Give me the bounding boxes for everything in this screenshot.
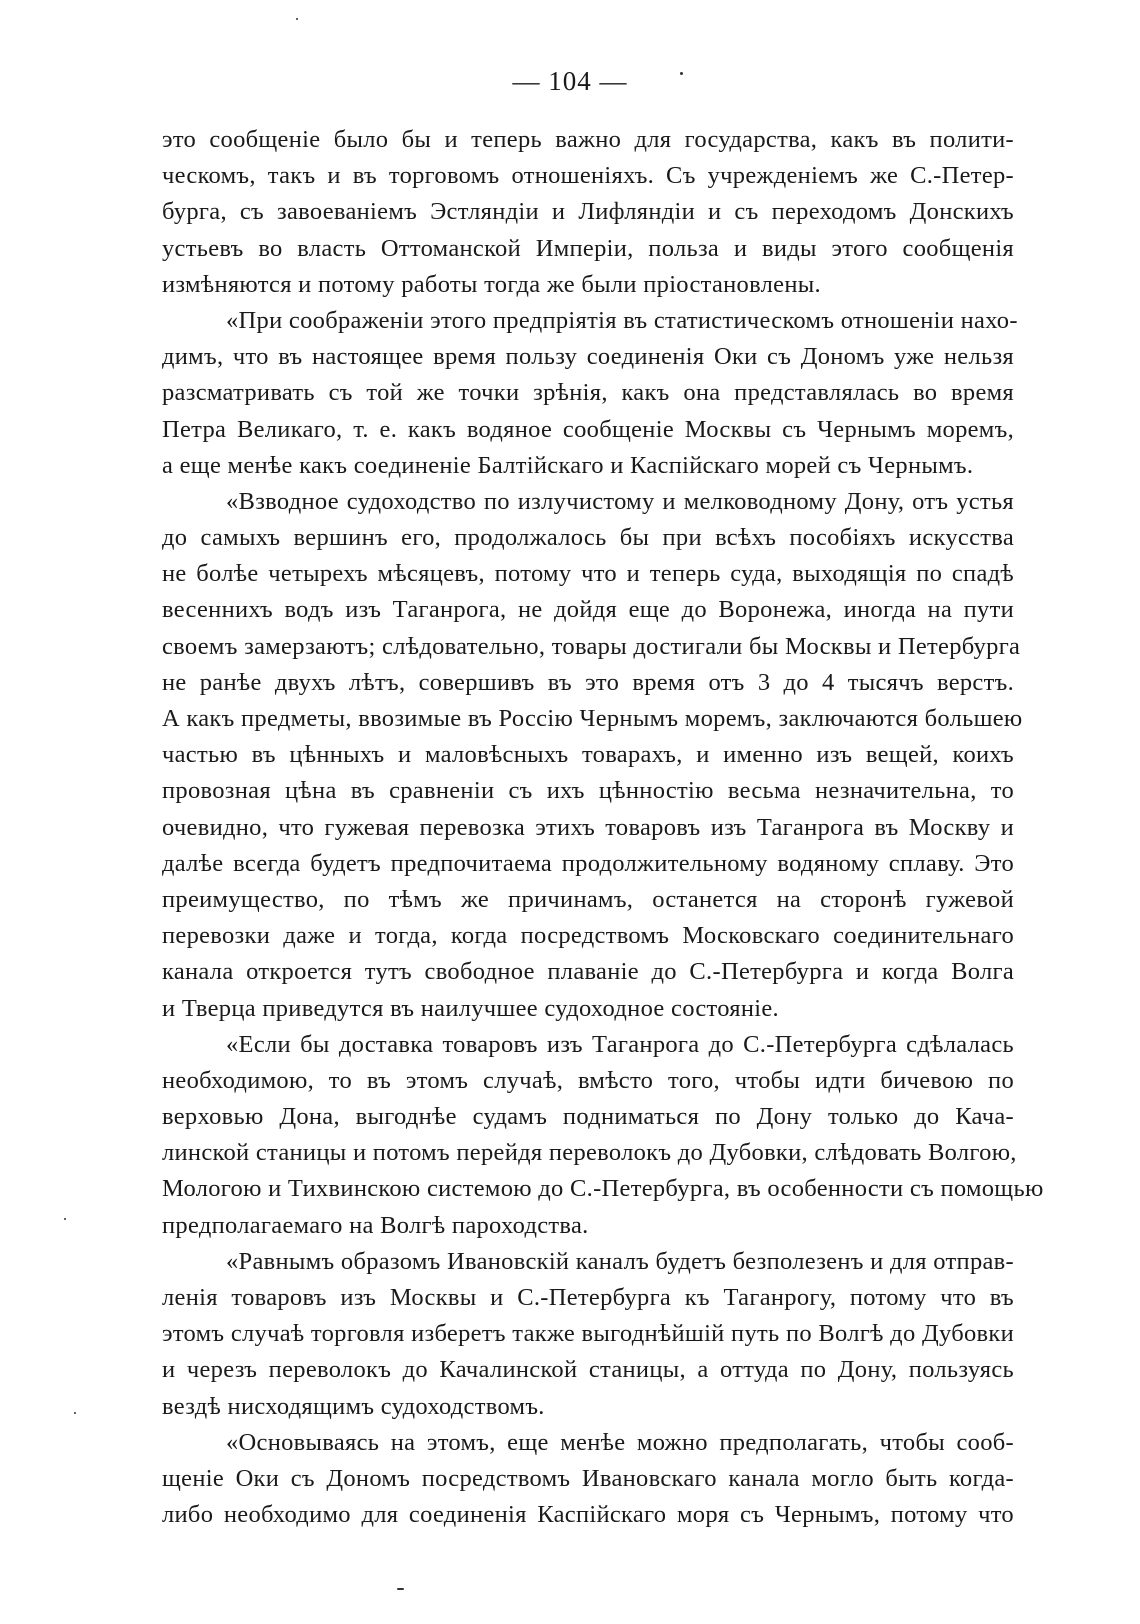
text-line: димъ, что въ настоящее время пользу соединенія Оки съ Дономъ уже нельзя bbox=[162, 343, 1014, 371]
text-line: линской станицы и потомъ перейдя переволокъ до Дубовки, слѣдовать Волгою, bbox=[162, 1139, 1017, 1167]
text-line: а еще менѣе какъ соединеніе Балтійскаго и Каспійскаго морей съ Чернымъ. bbox=[162, 451, 974, 479]
text-line: преимущество, по тѣмъ же причинамъ, останется на сторонѣ гужевой bbox=[162, 885, 1014, 913]
paragraph bbox=[162, 1027, 1044, 1244]
text-line: этомъ случаѣ торговля изберетъ также выгоднѣйшій путь по Волгѣ до Дубовки bbox=[162, 1320, 1014, 1348]
text-line: канала откроется тутъ свободное плаваніе до С.-Петербурга и когда Волга bbox=[162, 958, 1014, 986]
page-number: — 104 — bbox=[512, 66, 628, 96]
text-line: «Равнымъ образомъ Ивановскій каналъ будетъ безполезенъ и для отправ- bbox=[226, 1247, 1014, 1275]
text-line: предполагаемаго на Волгѣ пароходства. bbox=[162, 1211, 589, 1239]
text-line: А какъ предметы, ввозимые въ Россію Чернымъ моремъ, заключаются большею bbox=[162, 705, 1023, 732]
text-line: «Если бы доставка товаровъ изъ Таганрога до С.-Петербурга сдѣлалась bbox=[226, 1030, 1014, 1058]
text-line: Мологою и Тихвинскою системою до С.-Петербурга, въ особенности съ помощью bbox=[162, 1175, 1044, 1203]
text-line: весеннихъ водъ изъ Таганрога, не дойдя еще до Воронежа, иногда на пути bbox=[162, 596, 1014, 624]
text-line: частью въ цѣнныхъ и маловѣсныхъ товарахъ, и именно изъ вещей, коихъ bbox=[162, 741, 1014, 769]
text-line: и черезъ переволокъ до Качалинской станицы, а оттуда по Дону, пользуясь bbox=[162, 1356, 1014, 1384]
paragraph bbox=[162, 122, 1014, 303]
scan-speck bbox=[64, 1218, 66, 1220]
text-line: измѣняются и потому работы тогда же были пріостановлены. bbox=[162, 270, 821, 298]
text-line: Петра Великаго, т. е. какъ водяное сообщеніе Москвы съ Чернымъ моремъ, bbox=[162, 415, 1014, 443]
text-line: перевозки даже и тогда, когда посредствомъ Московскаго соединительнаго bbox=[162, 922, 1014, 950]
scan-speck bbox=[397, 1588, 404, 1590]
text-line: щеніе Оки съ Дономъ посредствомъ Ивановскаго канала могло быть когда- bbox=[162, 1464, 1014, 1492]
text-line: «Основываясь на этомъ, еще менѣе можно предполагать, чтобы сооб- bbox=[226, 1428, 1014, 1456]
scan-speck bbox=[74, 1412, 76, 1414]
text-line: ческомъ, такъ и въ торговомъ отношеніяхъ. Съ учрежденіемъ же С.-Петер- bbox=[162, 162, 1014, 190]
text-line: не болѣе четырехъ мѣсяцевъ, потому что и теперь суда, выходящія по спадѣ bbox=[162, 560, 1014, 588]
paragraph bbox=[162, 484, 1023, 1027]
scan-speck bbox=[296, 18, 298, 20]
paragraph bbox=[162, 1244, 1014, 1425]
text-line: и Тверца приведутся въ наилучшее судоходное состояніе. bbox=[162, 994, 779, 1022]
paragraph bbox=[162, 1425, 1014, 1534]
text-line: далѣе всегда будетъ предпочитаема продолжительному водяному сплаву. Это bbox=[162, 849, 1014, 877]
paragraph bbox=[162, 303, 1018, 484]
text-line: устьевъ во власть Оттоманской Имперіи, польза и виды этого сообщенія bbox=[162, 234, 1014, 262]
text-line: это сообщеніе было бы и теперь важно для государства, какъ въ полити- bbox=[162, 126, 1014, 153]
text-line: необходимою, то въ этомъ случаѣ, вмѣсто того, чтобы идти бичевою по bbox=[162, 1066, 1014, 1094]
text-line: ленія товаровъ изъ Москвы и С.-Петербурга къ Таганрогу, потому что въ bbox=[162, 1284, 1014, 1311]
text-line: своемъ замерзаютъ; слѣдовательно, товары достигали бы Москвы и Петербурга bbox=[162, 632, 1021, 660]
text-line: верховью Дона, выгоднѣе судамъ подниматься по Дону только до Кача- bbox=[162, 1103, 1014, 1131]
text-line: до самыхъ вершинъ его, продолжалось бы при всѣхъ пособіяхъ искусства bbox=[162, 524, 1014, 552]
text-line: не ранѣе двухъ лѣтъ, совершивъ въ это время отъ 3 до 4 тысячъ верстъ. bbox=[162, 668, 1014, 696]
text-line: очевидно, что гужевая перевозка этихъ товаровъ изъ Таганрога въ Москву и bbox=[162, 813, 1014, 841]
text-body bbox=[162, 122, 1044, 1533]
text-line: разсматривать съ той же точки зрѣнія, какъ она представлялась во время bbox=[162, 379, 1014, 407]
text-line: провозная цѣна въ сравненіи съ ихъ цѣнностію весьма незначительна, то bbox=[162, 777, 1014, 805]
scan-speck bbox=[680, 72, 683, 75]
text-line: «При соображеніи этого предпріятія въ статистическомъ отношеніи нахо- bbox=[226, 306, 1018, 334]
text-line: либо необходимо для соединенія Каспійскаго моря съ Чернымъ, потому что bbox=[162, 1501, 1014, 1529]
text-line: бурга, съ завоеваніемъ Эстляндіи и Лифляндіи и съ переходомъ Донскихъ bbox=[162, 198, 1014, 226]
text-line: «Взводное судоходство по излучистому и мелководному Дону, отъ устья bbox=[226, 487, 1014, 515]
text-line: вездѣ нисходящимъ судоходствомъ. bbox=[162, 1392, 545, 1420]
